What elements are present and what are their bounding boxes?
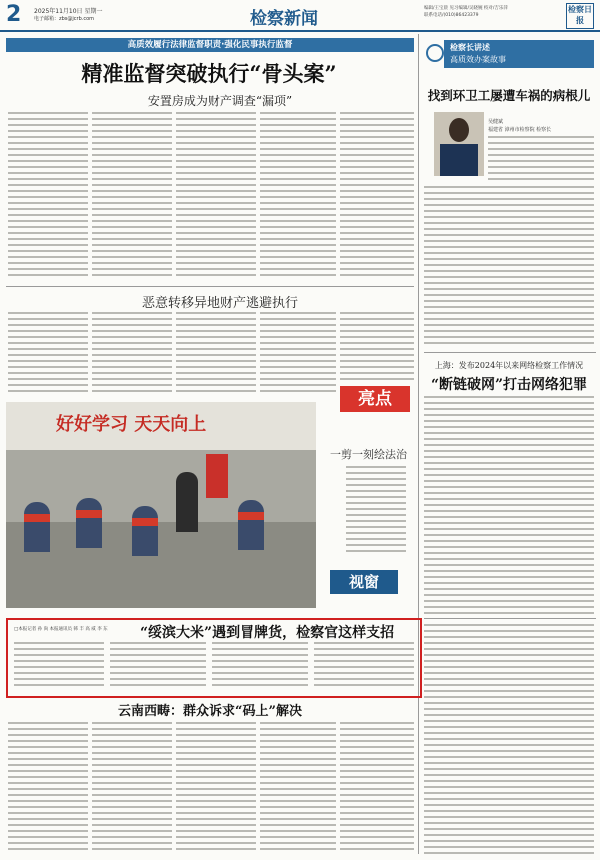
article-body xyxy=(110,642,206,690)
author-portrait xyxy=(434,112,484,176)
selected-story-byline: □本报记者 孙 尚 本报通讯员 韩 丰 高 威 李 东 xyxy=(14,627,108,632)
topic-banner: 高质效履行法律监督职责·强化民事执行监督 xyxy=(6,38,414,52)
article-body xyxy=(340,112,414,280)
article-body xyxy=(424,186,594,346)
photo-desk xyxy=(6,522,316,608)
portrait-body xyxy=(440,144,478,176)
photo-student xyxy=(76,498,102,548)
lead-subheadline: 安置房成为财产调查“漏项” xyxy=(147,94,293,108)
article-body xyxy=(92,112,172,280)
editor-info xyxy=(424,5,564,19)
issue-date: 2025年11月10日 星期一 xyxy=(34,8,103,15)
editor-line: 编辑/王宝晨 见习编辑/吴晓婉 校对/吉乐萍 xyxy=(424,6,508,11)
article-body xyxy=(260,112,336,280)
article-body xyxy=(314,642,414,690)
article-body xyxy=(424,396,594,614)
article-body xyxy=(92,312,172,396)
photo-slogan: 好好学习 天天向上 xyxy=(56,414,207,435)
red-scarf xyxy=(238,512,264,520)
photo-caption-title: 一剪一刻绘法治 xyxy=(330,448,407,461)
page-number: 2 xyxy=(6,2,22,27)
article-body xyxy=(176,722,256,854)
column-emblem-icon xyxy=(426,44,444,62)
article-body xyxy=(488,136,594,184)
column-banner-subtitle: 高质效办案故事 xyxy=(450,55,506,64)
newspaper-logo: 检察日报 xyxy=(566,3,594,29)
column-divider xyxy=(418,34,419,854)
classroom-photo xyxy=(6,402,316,608)
photo-student xyxy=(238,500,264,550)
article-body xyxy=(8,112,88,280)
portrait-head xyxy=(449,118,469,142)
right-second-subheadline: 上海：发布2024年以来网络检察工作情况 xyxy=(434,361,584,370)
section-divider xyxy=(424,352,596,353)
photo-student xyxy=(24,502,50,552)
highlight-tag: 亮点 xyxy=(340,386,410,412)
contact-email: 电子邮箱：zbs@jcrb.com xyxy=(34,16,95,22)
selected-story-title[interactable]: “绥滨大米”遇到冒牌货，检察官这样支招 xyxy=(140,625,395,641)
article-body xyxy=(8,722,88,854)
red-scarf xyxy=(76,510,102,518)
shichuang-tag: 视窗 xyxy=(330,570,398,594)
article-body xyxy=(340,722,414,854)
second-headline[interactable]: 恶意转移异地财产逃避执行 xyxy=(141,296,298,311)
right-second-headline[interactable]: “断链破网”打击网络犯罪 xyxy=(430,377,588,393)
lead-headline[interactable]: 精准监督突破执行“骨头案” xyxy=(81,61,337,86)
photo-student xyxy=(132,506,158,556)
photo-banner-shape xyxy=(206,454,228,498)
column-banner xyxy=(444,40,594,68)
article-body xyxy=(176,312,256,396)
article-body xyxy=(92,722,172,854)
section-title: 检察新闻 xyxy=(250,9,318,29)
article-body xyxy=(340,312,414,382)
editor-phone: 联系电话/(010)86423379 xyxy=(424,13,479,18)
red-scarf xyxy=(132,518,158,526)
article-body xyxy=(8,312,88,396)
author-title: 福建省 漳州市检察院 检察长 xyxy=(488,127,552,133)
red-scarf xyxy=(24,514,50,522)
article-body xyxy=(14,642,104,690)
page-header xyxy=(0,0,600,32)
right-headline[interactable]: 找到环卫工屡遭车祸的病根儿 xyxy=(427,88,591,103)
column-banner-title: 检察长讲述 xyxy=(450,42,490,52)
author-info xyxy=(488,118,551,134)
article-body xyxy=(260,312,336,396)
photo-prosecutor xyxy=(176,472,198,532)
article-body xyxy=(424,624,594,854)
author-name: 吴健斌 xyxy=(488,119,504,125)
bottom-headline[interactable]: 云南西畴：群众诉求“码上”解决 xyxy=(118,704,302,719)
article-body xyxy=(260,722,336,854)
article-body xyxy=(176,112,256,280)
photo-caption xyxy=(346,466,406,556)
article-body xyxy=(212,642,308,690)
section-divider xyxy=(6,286,414,287)
section-divider xyxy=(424,618,596,619)
